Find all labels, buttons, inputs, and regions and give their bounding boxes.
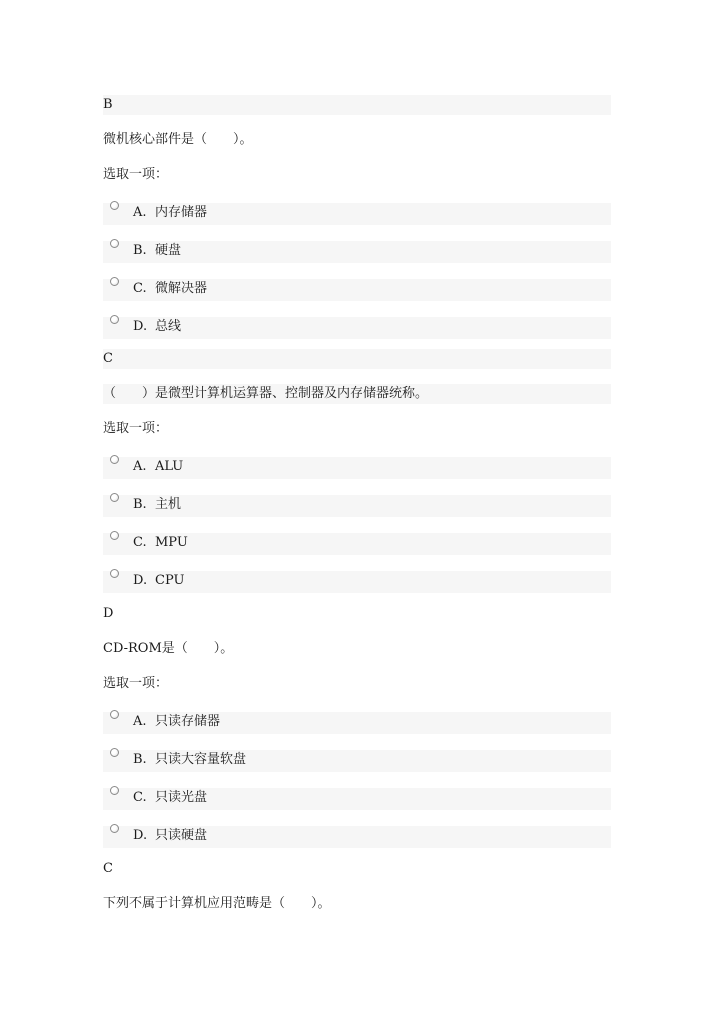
radio-button-icon[interactable]: [110, 493, 119, 502]
option-label: A. 只读存储器: [133, 714, 221, 729]
option-label: B. 主机: [133, 497, 182, 512]
option-label: D. 只读硬盘: [133, 828, 208, 843]
option-label: C. 只读光盘: [133, 790, 208, 805]
question-text: CD-ROM是（ ）。: [103, 641, 234, 656]
option-a[interactable]: [103, 712, 611, 734]
option-b[interactable]: [103, 241, 611, 263]
option-label: B. 硬盘: [133, 243, 182, 258]
answer-label: B: [103, 95, 611, 115]
select-prompt: 选取一项：: [103, 421, 169, 436]
option-b[interactable]: [103, 495, 611, 517]
option-label: D. 总线: [133, 319, 182, 334]
radio-button-icon[interactable]: [110, 455, 119, 464]
question-text: 微机核心部件是（ ）。: [103, 132, 253, 147]
option-label: D. CPU: [133, 573, 185, 588]
option-label: C. 微解决器: [133, 281, 208, 296]
answer-label: D: [103, 606, 114, 621]
question-text: （ ）是微型计算机运算器、控制器及内存储器统称。: [103, 384, 611, 404]
select-prompt: 选取一项：: [103, 167, 169, 182]
radio-button-icon[interactable]: [110, 748, 119, 757]
radio-button-icon[interactable]: [110, 239, 119, 248]
option-c[interactable]: [103, 279, 611, 301]
option-a[interactable]: [103, 457, 611, 479]
option-label: A. ALU: [133, 459, 184, 474]
radio-button-icon[interactable]: [110, 786, 119, 795]
option-d[interactable]: [103, 571, 611, 593]
option-label: A. 内存储器: [133, 205, 208, 220]
option-c[interactable]: [103, 788, 611, 810]
radio-button-icon[interactable]: [110, 201, 119, 210]
radio-button-icon[interactable]: [110, 315, 119, 324]
option-label: B. 只读大容量软盘: [133, 752, 247, 767]
option-c[interactable]: [103, 533, 611, 555]
option-label: C. MPU: [133, 535, 188, 550]
option-a[interactable]: [103, 203, 611, 225]
answer-label: C: [103, 861, 113, 876]
question-text: 下列不属于计算机应用范畴是（ ）。: [103, 896, 331, 911]
radio-button-icon[interactable]: [110, 277, 119, 286]
radio-button-icon[interactable]: [110, 531, 119, 540]
answer-label: C: [103, 349, 611, 369]
option-d[interactable]: [103, 826, 611, 848]
option-b[interactable]: [103, 750, 611, 772]
radio-button-icon[interactable]: [110, 569, 119, 578]
option-d[interactable]: [103, 317, 611, 339]
radio-button-icon[interactable]: [110, 710, 119, 719]
radio-button-icon[interactable]: [110, 824, 119, 833]
select-prompt: 选取一项：: [103, 676, 169, 691]
